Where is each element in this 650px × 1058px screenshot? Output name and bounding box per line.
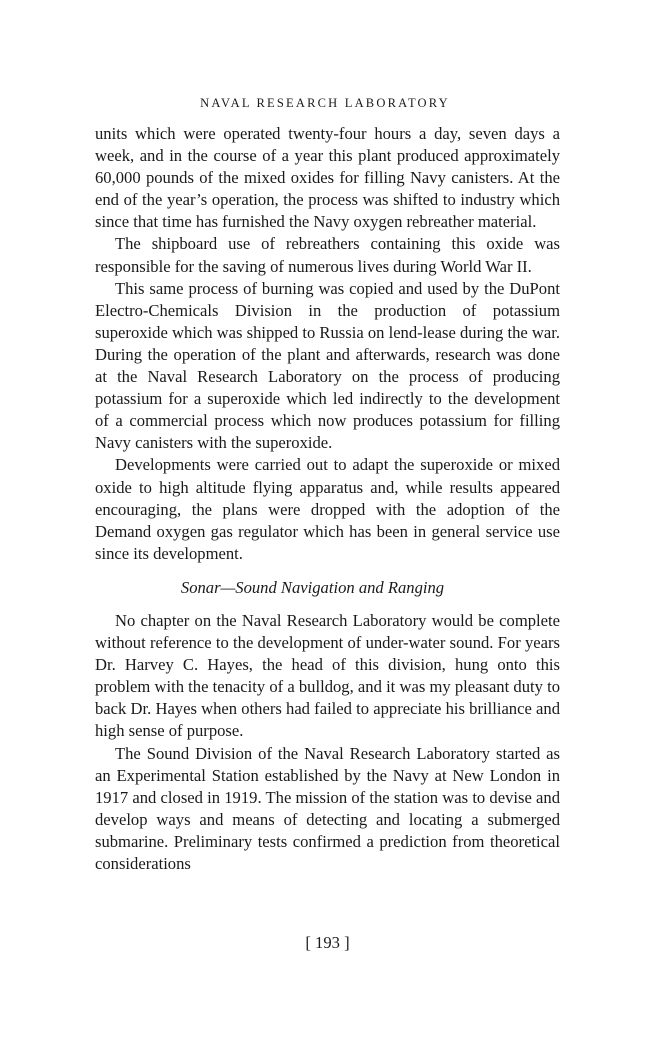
page-number: [ 193 ] [305,933,350,952]
paragraph-sound-division: The Sound Division of the Naval Research Laboratory started as an Experimental Station established by the Navy at New London in 1917 and closed in 1919. The mission of the station was to devise and develop ways and means of detecting and locating a submerged submarine. Preliminary tests confirmed a prediction from theoretical considerations [95,743,560,873]
paragraph-continued: units which were operated twenty-four hours a day, seven days a week, and in the course of a year this plant produced approximately 60,000 pounds of the mixed oxides for filling Navy canisters. At the end of the year’s operation, the process was shifted to industry which since that time has furnished the Navy oxygen rebreather material. [95,124,560,232]
running-head: NAVAL RESEARCH LABORATORY [200,96,450,110]
section-heading: Sonar—Sound Navigation and Ranging [180,577,445,597]
paragraph-rebreathers: The shipboard use of rebreathers containing this oxide was responsible for the saving of numerous lives during World War II. [95,234,560,276]
paragraph-underwater-sound: No chapter on the Naval Research Laboratory would be complete without reference to the development of under-water sound. For years Dr. Harvey C. Hayes, the head of this division, hung onto this problem with the tenacity of a bulldog, and it was my pleasant duty to back Dr. Hayes when others had failed to appreciate his brilliance and high sense of purpose. [95,610,560,741]
paragraph-dupont: This same process of burning was copied and used by the DuPont Electro-Chemicals Division in the production of potassium superoxide which was shipped to Russia on lend-lease during the war. During the operation of the plant and afterwards, research was done at the Naval Research Laboratory on the process of producing potassium for a superoxide which led indirectly to the development of a commercial process which now produces potassium for filling Navy canisters with the superoxide. [95,278,560,453]
page-body [95,96,560,875]
paragraph-high-altitude: Developments were carried out to adapt the superoxide or mixed oxide to high altitude flying apparatus and, while results appeared encouraging, the plans were dropped with the adoption of the Demand oxygen gas regulator which has been in general service use since its development. [95,455,560,563]
